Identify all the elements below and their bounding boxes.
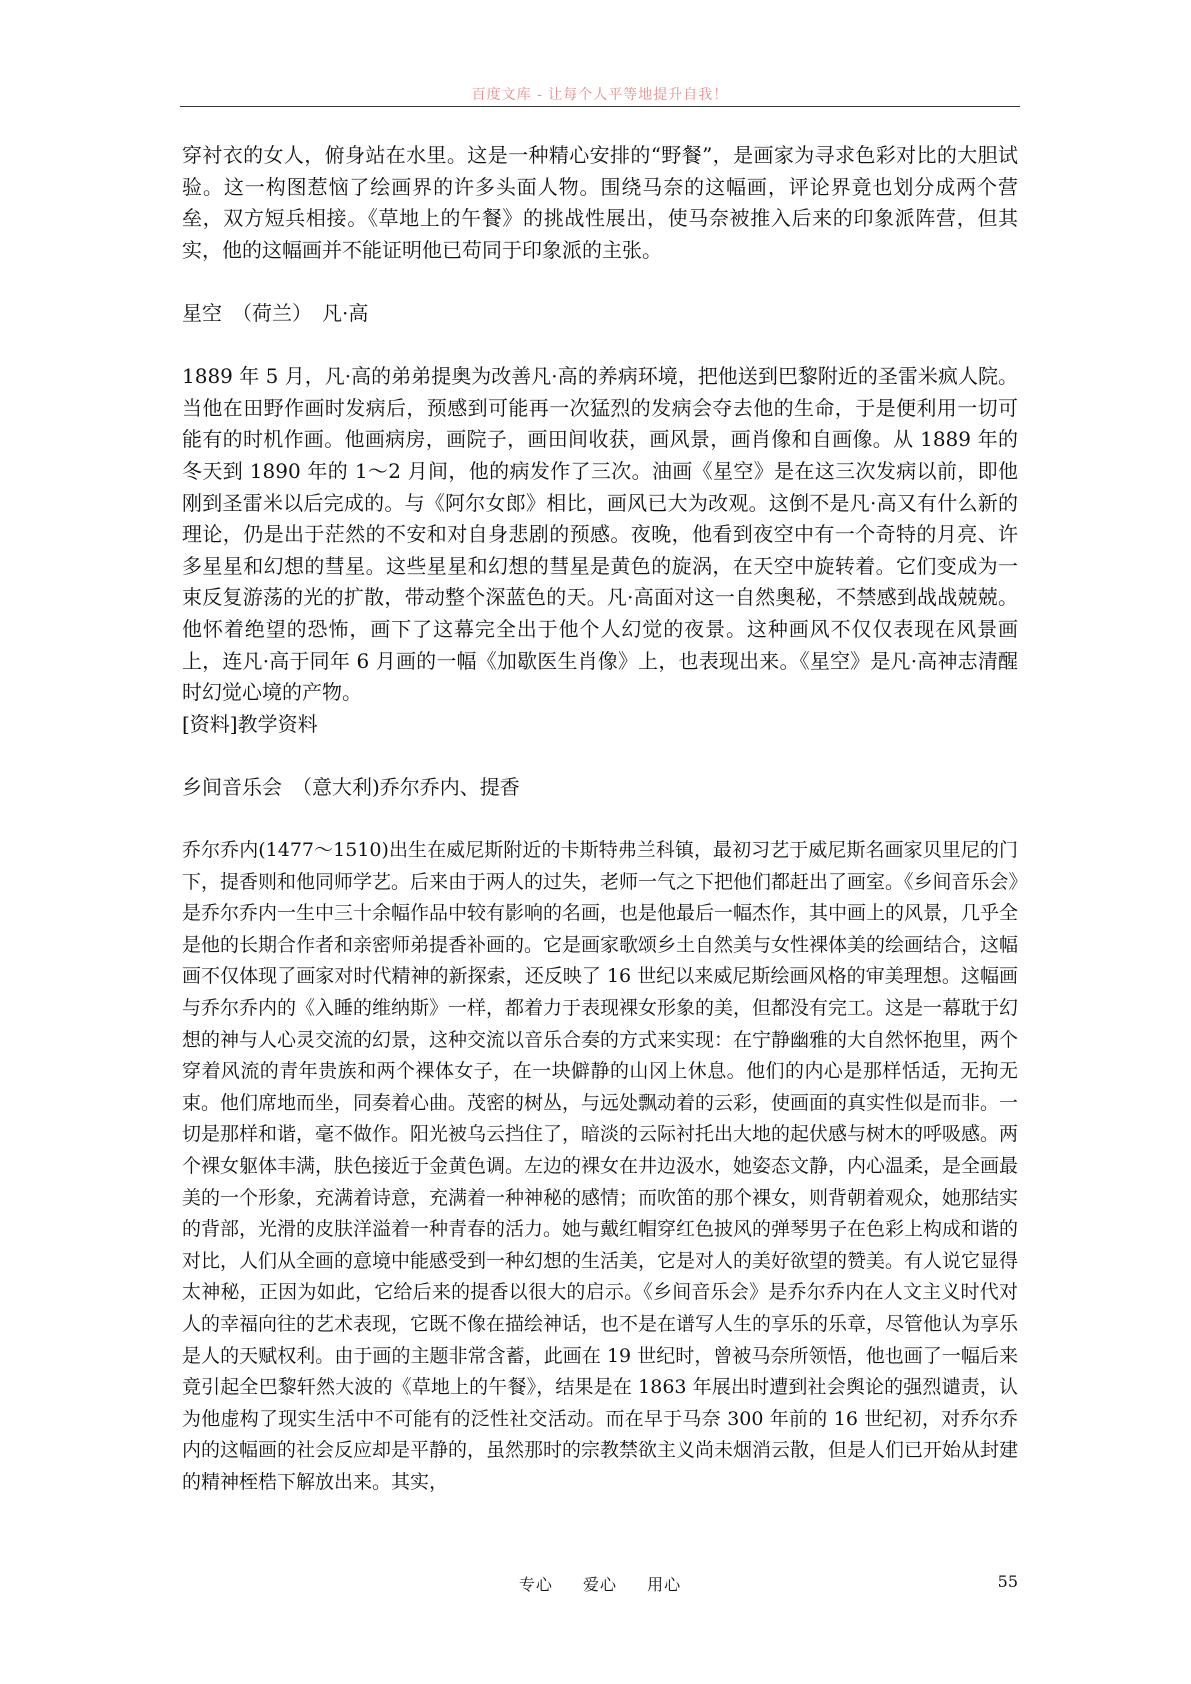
paragraph-manet-continuation: 穿衬衣的女人，俯身站在水里。这是一种精心安排的“野餐”，是画家为寻求色彩对比的大胆试验。这一构图惹恼了绘画界的许多头面人物。围绕马奈的这幅画，评论界竟也划分成两个营垒，双方短兵相接。《草地上的午餐》的挑战性展出，使马奈被推入后来的印象派阵营，但其实，他的这幅画并不能证明他已苟同于印象派的主张。: [182, 143, 1018, 262]
paragraph-spacer: [182, 803, 1018, 835]
paragraph-spacer: [182, 330, 1018, 362]
header-rule: [180, 106, 1020, 107]
page-number: 55: [997, 1572, 1018, 1591]
section-heading-pastoral-concert: 乡间音乐会 （意大利)乔尔乔内、提香: [182, 774, 520, 799]
footer-motto-word: 爱心: [582, 1575, 617, 1594]
paragraph-pastoral-concert: 乔尔乔内(1477～1510)出生在威尼斯附近的卡斯特弗兰科镇，最初习艺于威尼斯名画家贝里尼的门下，提香则和他同师学艺。后来由于两人的过失，老师一气之下把他们都赶出了画室。《乡间音乐会》是乔尔乔内一生中三十余幅作品中较有影响的名画，也是他最后一幅杰作，其中画上的风景，几乎全是他的长期合作者和亲密师弟提香补画的。它是画家歌颂乡土自然美与女性裸体美的绘画结合，这幅画不仅体现了画家对时代精神的新探索，还反映了 16 世纪以来威尼斯绘画风格的审美理想。这幅画与乔尔乔内的《入睡的维纳斯》一样，都着力于表现裸女形象的美，但都没有完工。这是一幕耽于幻想的神与人心灵交流的幻景，这种交流以音乐合奏的方式来实现：在宁静幽雅的大自然怀抱里，两个穿着风流的青年贵族和两个裸体女子，在一块僻静的山冈上休息。他们的内心是那样恬适，无拘无束。他们席地而坐，同奏着心曲。茂密的树丛，与远处飘动着的云彩，使画面的真实性似是而非。一切是那样和谐，毫不做作。阳光被乌云挡住了，暗淡的云际衬托出大地的起伏感与树木的呼吸感。两个裸女躯体丰满，肤色接近于金黄色调。左边的裸女在井边汲水，她姿态文静，内心温柔，是全画最美的一个形象，充满着诗意，充满着一种神秘的感情；而吹笛的那个裸女，则背朝着观众，她那结实的背部，光滑的皮肤洋溢着一种青春的活力。她与戴红帽穿红色披风的弹琴男子在色彩上构成和谐的对比，人们从全画的意境中能感受到一种幻想的生活美，它是对人的美好欲望的赞美。有人说它显得太神秘，正因为如此，它给后来的提香以很大的启示。《乡间音乐会》是乔尔乔内在人文主义时代对人的幸福向往的艺术表现，它既不像在描绘神话，也不是在谱写人生的享乐的乐章，尽管他认为享乐是人的天赋权利。由于画的主题非常含蓄，此画在 19 世纪时，曾被马奈所领悟，他也画了一幅后来竟引起全巴黎轩然大波的《草地上的午餐》，结果是在 1863 年展出时遭到社会舆论的强烈谴责，认为他虚构了现实生活中不可能有的泛性社交活动。而在早于马奈 300 年前的 16 世纪初，对乔尔乔内的这幅画的社会反应却是平静的，虽然那时的宗教禁欲主义尚未烟消云散，但是人们已开始从封建的精神桎梏下解放出来。其实，: [182, 839, 1019, 1493]
paragraph-spacer: [182, 740, 1018, 772]
paragraph-starry-night: 1889 年 5 月，凡·高的弟弟提奥为改善凡·高的养病环境，把他送到巴黎附近的圣雷米疯人院。当他在田野作画时发病后，预感到可能再一次猛烈的发病会夺去他的生命，于是便利用一切可能有的时机作画。他画病房，画院子，画田间收获，画风景，画肖像和自画像。从 1889 年的冬天到 1890 年的 1～2 月间，他的病发作了三次。油画《星空》是在这三次发病以前，即他刚到圣雷米以后完成的。与《阿尔女郎》相比，画风已大为改观。这倒不是凡·高又有什么新的理论，仍是出于茫然的不安和对自身悲剧的预感。夜晚，他看到夜空中有一个奇特的月亮、许多星星和幻想的彗星。这些星星和幻想的彗星是黄色的旋涡，在天空中旋转着。它们变成为一束反复游荡的光的扩散，带动整个深蓝色的天。凡·高面对这一自然奥秘，不禁感到战战兢兢。他怀着绝望的恐怖，画下了这幕完全出于他个人幻觉的夜景。这种画风不仅仅表现在风景画上，连凡·高于同年 6 月画的一幅《加歇医生肖像》上，也表现出来。《星空》是凡·高神志清醒时幻觉心境的产物。: [182, 364, 1018, 705]
page-footer: [182, 1572, 1018, 1596]
section-heading-starry-night: 星空 （荷兰） 凡·高: [182, 300, 369, 325]
footer-motto-word: 专心: [518, 1575, 553, 1594]
page-header: 百度文库 - 让每个人平等地提升自我！: [471, 87, 729, 103]
document-body: [182, 140, 1018, 1499]
footer-motto: [182, 1572, 1018, 1595]
source-note: [资料]教学资料: [182, 711, 318, 736]
paragraph-spacer: [182, 266, 1018, 298]
footer-motto-word: 用心: [647, 1575, 682, 1594]
